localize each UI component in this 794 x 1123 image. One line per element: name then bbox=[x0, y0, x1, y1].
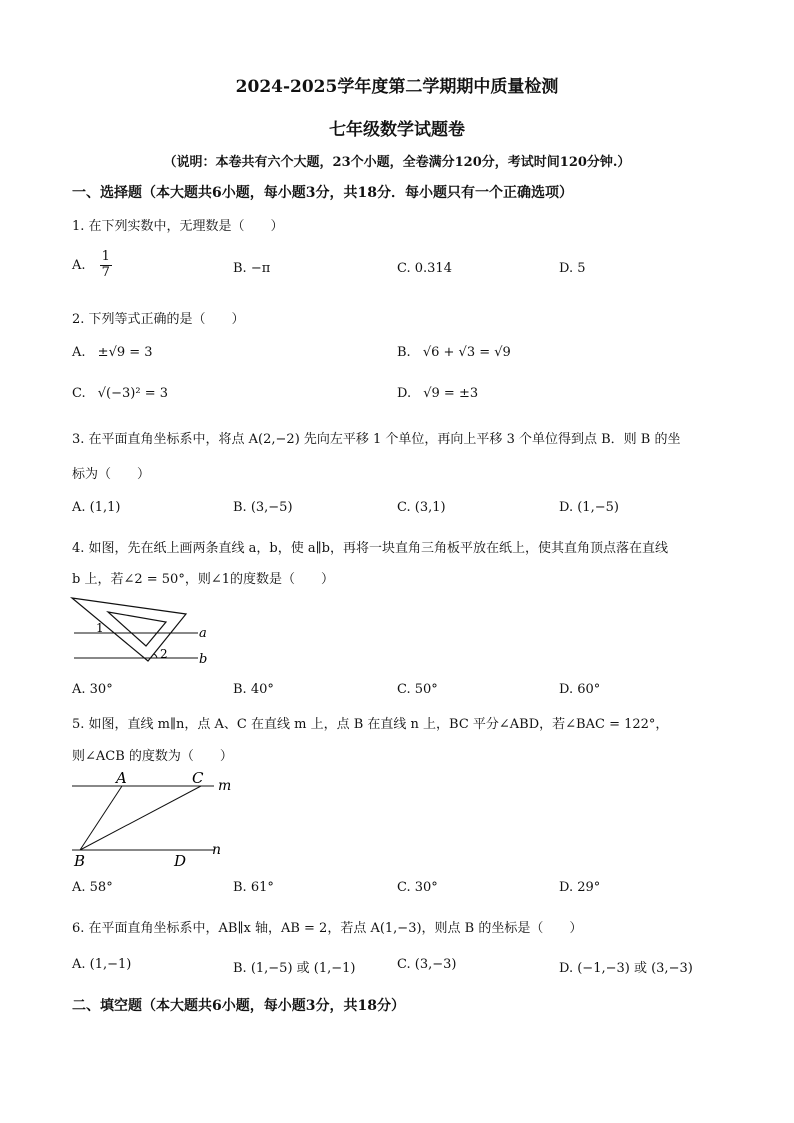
q4-line-b-label: b bbox=[199, 652, 208, 667]
q4-angle-2-arc bbox=[154, 654, 157, 658]
q6-option-d: D. (−1,−3) 或 (3,−3) bbox=[559, 961, 693, 976]
q3-option-d: D. (1,−5) bbox=[559, 500, 619, 515]
q5-option-a: A. 58° bbox=[72, 880, 113, 895]
q4-option-d: D. 60° bbox=[559, 682, 601, 697]
q5-point-d-label: D bbox=[174, 852, 187, 870]
q5-option-c: C. 30° bbox=[397, 880, 438, 895]
q5-point-b-label: B bbox=[74, 852, 86, 870]
q4-option-c: C. 50° bbox=[397, 682, 438, 697]
q5-line-n-label: n bbox=[212, 842, 222, 858]
question-1-stem: 1. 在下列实数中，无理数是（ ） bbox=[72, 219, 284, 234]
q5-point-a-label: A bbox=[116, 769, 127, 787]
q1-option-b: B. −π bbox=[233, 261, 271, 276]
q1-option-a-numerator: 1 bbox=[101, 249, 110, 264]
q4-figure bbox=[68, 592, 218, 670]
question-3-stem-line2: 标为（ ） bbox=[72, 467, 151, 482]
q1-option-a-denominator: 7 bbox=[101, 264, 110, 280]
q5-option-b: B. 61° bbox=[233, 880, 274, 895]
question-3-stem-line1: 3. 在平面直角坐标系中，将点 A(2,−2) 先向左平移 1 个单位，再向上平移 3 个单位得到点 B．则 B 的坐 bbox=[72, 432, 681, 447]
q4-line-a-label: a bbox=[199, 626, 207, 641]
q1-option-d: D. 5 bbox=[559, 261, 586, 276]
q2-option-a-label: A. bbox=[72, 345, 86, 360]
section-heading-fill: 二、填空题（本大题共6小题，每小题3分，共18分） bbox=[72, 998, 405, 1014]
exam-note: （说明：本卷共有六个大题，23个小题，全卷满分120分，考试时间120分钟.） bbox=[163, 155, 631, 170]
q2-option-c bbox=[72, 386, 168, 401]
q5-segment-ab bbox=[80, 786, 122, 850]
question-5-stem-line2: 则∠ACB 的度数为（ ） bbox=[72, 749, 233, 764]
q2-option-c-label: C. bbox=[72, 386, 86, 401]
q4-angle-2-label: 2 bbox=[160, 647, 168, 661]
page-subtitle: 七年级数学试题卷 bbox=[329, 120, 465, 140]
q5-point-c-label: C bbox=[192, 769, 204, 787]
question-4-stem-line1: 4. 如图，先在纸上画两条直线 a，b，使 a∥b，再将一块直角三角板平放在纸上，使其直角顶点落在直线 bbox=[72, 541, 668, 556]
q6-option-a: A. (1,−1) bbox=[72, 957, 132, 972]
q1-option-a-label: A. bbox=[72, 257, 86, 273]
question-5-stem-line1: 5. 如图，直线 m∥n，点 A、C 在直线 m 上，点 B 在直线 n 上，BC 平分∠ABD，若∠BAC = 122°， bbox=[72, 717, 669, 732]
question-6-stem: 6. 在平面直角坐标系中，AB∥x 轴，AB = 2，若点 A(1,−3)，则点 B 的坐标是（ ） bbox=[72, 921, 583, 936]
q4-option-a: A. 30° bbox=[72, 682, 113, 697]
q3-option-a: A. (1,1) bbox=[72, 500, 121, 515]
q2-option-b-label: B. bbox=[397, 345, 411, 360]
question-4-stem-line2: b 上，若∠2 = 50°，则∠1的度数是（ ） bbox=[72, 572, 334, 587]
q2-option-b bbox=[397, 345, 511, 360]
section-heading-choice: 一、选择题（本大题共6小题，每小题3分，共18分．每小题只有一个正确选项） bbox=[72, 185, 573, 201]
q2-option-d bbox=[397, 386, 478, 401]
q2-option-d-label: D. bbox=[397, 386, 412, 401]
q5-line-m-label: m bbox=[218, 778, 232, 794]
q1-option-a-fraction bbox=[100, 250, 112, 281]
q4-option-b: B. 40° bbox=[233, 682, 274, 697]
q1-option-c: C. 0.314 bbox=[397, 261, 452, 276]
q4-angle-1-label: 1 bbox=[96, 621, 104, 635]
q2-option-b-expr: √6 + √3 = √9 bbox=[422, 345, 511, 360]
q1-option-a bbox=[72, 250, 112, 281]
q2-option-a bbox=[72, 345, 153, 360]
q4-triangle-outer bbox=[72, 598, 186, 661]
q2-option-d-expr: √9 = ±3 bbox=[423, 386, 479, 401]
page-title: 2024-2025学年度第二学期期中质量检测 bbox=[235, 77, 559, 97]
q5-figure bbox=[68, 768, 238, 872]
q2-option-c-expr: √(−3)² = 3 bbox=[97, 386, 168, 401]
q6-option-b: B. (1,−5) 或 (1,−1) bbox=[233, 961, 356, 976]
question-2-stem: 2. 下列等式正确的是（ ） bbox=[72, 312, 245, 327]
q3-option-c: C. (3,1) bbox=[397, 500, 446, 515]
q3-option-b: B. (3,−5) bbox=[233, 500, 293, 515]
q6-option-c: C. (3,−3) bbox=[397, 957, 457, 972]
q4-triangle-inner bbox=[108, 612, 166, 646]
q5-option-d: D. 29° bbox=[559, 880, 601, 895]
q5-segment-bc bbox=[80, 786, 201, 850]
q2-option-a-expr: ±√9 = 3 bbox=[97, 345, 153, 360]
